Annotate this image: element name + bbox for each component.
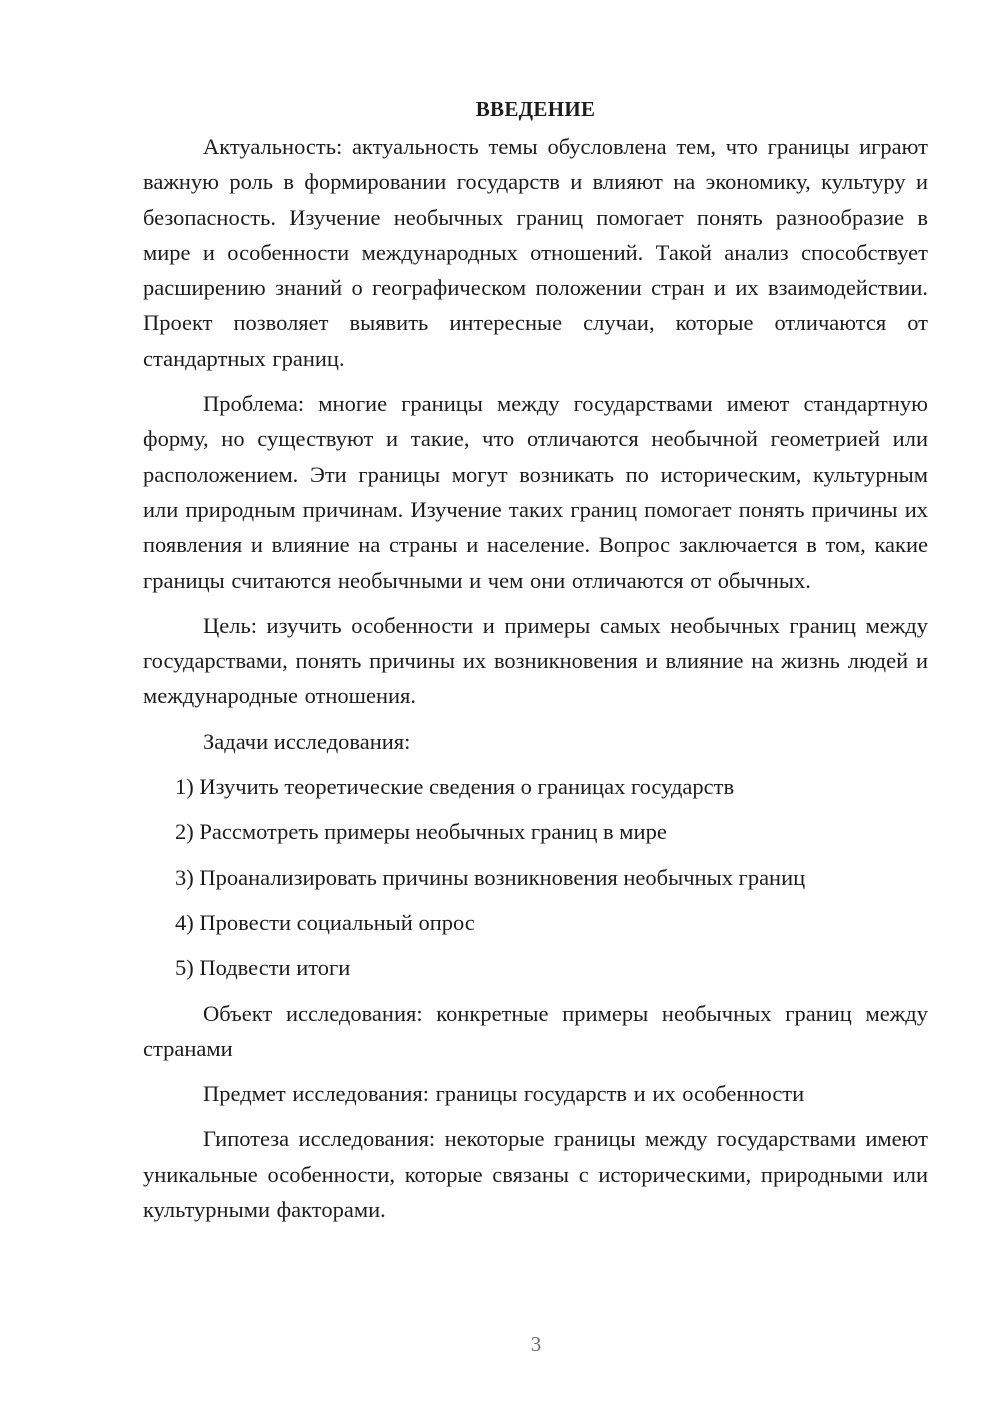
- task-item: 1) Изучить теоретические сведения о границах государств: [175, 774, 735, 800]
- tasks-heading: Задачи исследования:: [203, 728, 411, 754]
- page-title: ВВЕДЕНИЕ: [475, 97, 596, 121]
- task-item: 4) Провести социальный опрос: [175, 909, 475, 935]
- subject-paragraph: Предмет исследования: границы государств и их особенности: [203, 1081, 805, 1107]
- problem-paragraph: Проблема: многие границы между государствами имеют стандартную форму, но существуют и такие, что отличаются необычной геометрией или расположением. Эти границы могут возникать по историческим, культурным или природным причинам. Изучение таких границ помогает понять причины их появления и влияние на страны и население. Вопрос заключается в том, какие границы считаются необычными и чем они отличаются от обычных.: [143, 391, 928, 593]
- task-item: 5) Подвести итоги: [175, 955, 351, 981]
- task-item: 3) Проанализировать причины возникновения необычных границ: [175, 864, 806, 890]
- hypothesis-paragraph: Гипотеза исследования: некоторые границы между государствами имеют уникальные особенности, которые связаны с историческими, природными или культурными факторами.: [143, 1126, 928, 1223]
- page-content: [143, 92, 928, 1237]
- object-paragraph: Объект исследования: конкретные примеры необычных границ между странами: [143, 1000, 928, 1061]
- goal-paragraph: Цель: изучить особенности и примеры самых необычных границ между государствами, понять причины их возникновения и влияние на жизнь людей и международные отношения.: [143, 612, 928, 709]
- tasks-list: [143, 769, 928, 985]
- task-item: 2) Рассмотреть примеры необычных границ в мире: [175, 819, 667, 845]
- page-number: 3: [530, 1332, 542, 1356]
- relevance-paragraph: Актуальность: актуальность темы обусловлена тем, что границы играют важную роль в формировании государств и влияют на экономику, культуру и безопасность. Изучение необычных границ помогает понять разнообразие в мире и особенности международных отношений. Такой анализ способствует расширению знаний о географическом положении стран и их взаимодействии. Проект позволяет выявить интересные случаи, которые отличаются от стандартных границ.: [143, 134, 928, 371]
